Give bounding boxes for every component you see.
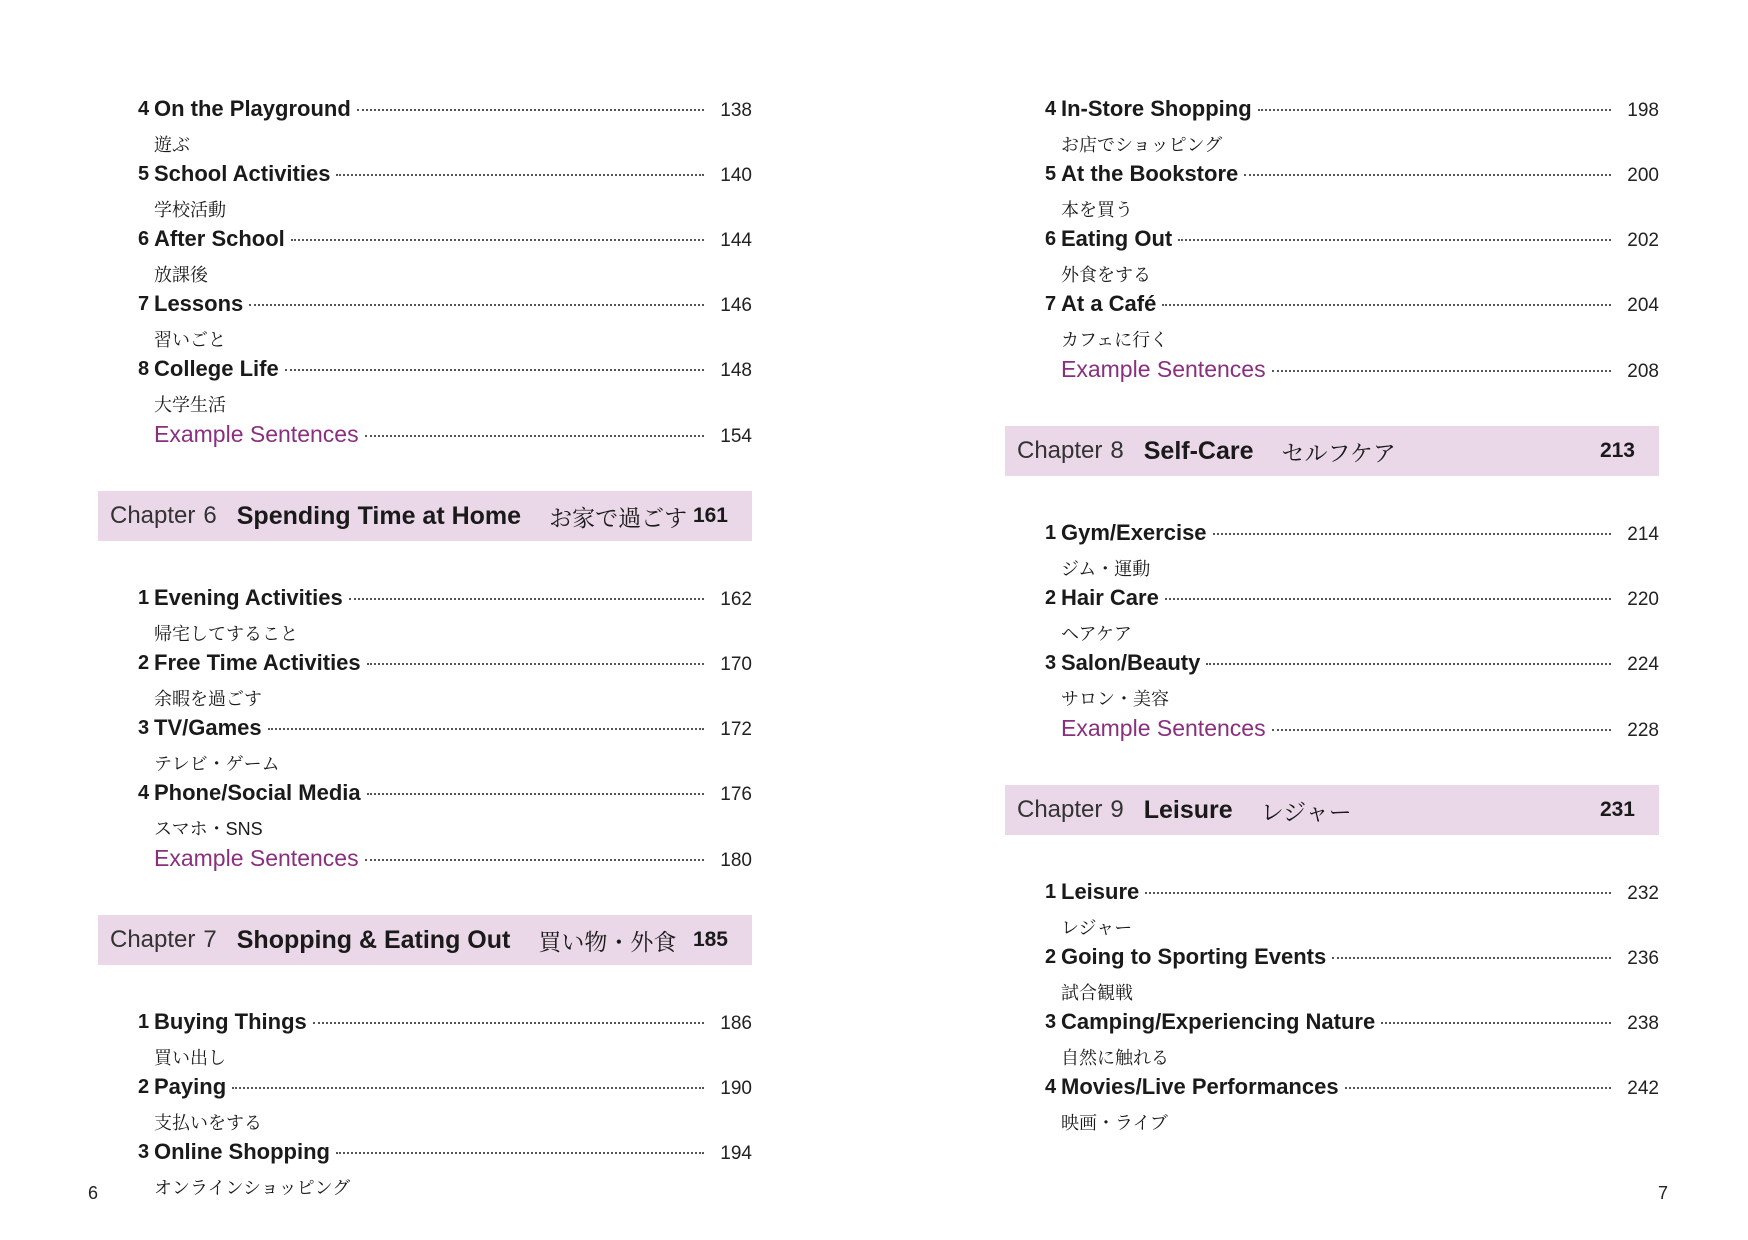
chapter-8-header[interactable]: [1005, 426, 1659, 476]
entry-title: Camping/Experiencing Nature: [1061, 1009, 1376, 1034]
entry-number: 1: [1045, 522, 1057, 544]
entry-page: 232: [1627, 883, 1659, 904]
entry-japanese: オンラインショッピング: [154, 1178, 351, 1198]
entry-number: 5: [1045, 163, 1057, 185]
entry-title: At a Café: [1061, 291, 1157, 316]
entry-page: 176: [720, 784, 752, 805]
entry-number: 6: [1045, 228, 1057, 250]
entry-title: Salon/Beauty: [1061, 650, 1201, 675]
leader-dots: [249, 304, 704, 306]
chapter-page: 161: [692, 504, 728, 527]
entry-page: 180: [720, 850, 752, 871]
entry-title: Paying: [154, 1074, 227, 1099]
entry-japanese: 映画・ライブ: [1061, 1113, 1168, 1133]
leader-dots: [1381, 1022, 1611, 1024]
entry-title: In-Store Shopping: [1061, 96, 1252, 121]
chapter-label: Chapter: [1017, 437, 1103, 464]
entry-title: On the Playground: [154, 96, 351, 121]
toc-entry[interactable]: [98, 291, 752, 356]
entry-japanese: スマホ・SNS: [154, 819, 263, 839]
leader-dots: [1165, 598, 1611, 600]
toc-entry[interactable]: [1005, 585, 1659, 650]
entry-title: Leisure: [1061, 879, 1140, 904]
toc-entry[interactable]: [98, 1009, 752, 1074]
toc-entry[interactable]: [98, 1139, 752, 1204]
toc-entry[interactable]: [1005, 650, 1659, 715]
toc-entry[interactable]: [98, 585, 752, 650]
leader-dots: [1162, 304, 1611, 306]
entry-title: Free Time Activities: [154, 650, 361, 675]
chapter-number: 6: [203, 502, 217, 529]
leader-dots: [336, 174, 704, 176]
chapter-japanese: セルフケア: [1281, 439, 1396, 466]
toc-entry[interactable]: [1005, 1009, 1659, 1074]
entry-number: 2: [138, 1076, 150, 1098]
entry-number: 3: [138, 1141, 150, 1163]
example-title: Example Sentences: [154, 845, 359, 871]
entry-page: 162: [720, 589, 752, 610]
entry-page: 170: [720, 654, 752, 675]
entry-japanese: テレビ・ゲーム: [154, 754, 280, 774]
entry-number: 2: [138, 652, 150, 674]
leader-dots: [367, 793, 704, 795]
leader-dots: [313, 1022, 704, 1024]
chapter-9-header[interactable]: [1005, 785, 1659, 835]
example-title: Example Sentences: [1061, 715, 1266, 741]
toc-entry[interactable]: [98, 161, 752, 226]
entry-number: 7: [138, 293, 150, 315]
entry-number: 6: [138, 228, 150, 250]
toc-entry[interactable]: [1005, 291, 1659, 356]
entry-number: 4: [1045, 98, 1057, 120]
leader-dots: [1244, 174, 1611, 176]
leader-dots: [1178, 239, 1611, 241]
entry-page: 202: [1627, 230, 1659, 251]
leader-dots: [1272, 729, 1611, 731]
chapter-page: 213: [1599, 439, 1635, 462]
entry-number: 2: [1045, 946, 1057, 968]
toc-entry[interactable]: [1005, 879, 1659, 944]
leader-dots: [1213, 533, 1611, 535]
leader-dots: [367, 663, 704, 665]
entry-number: 3: [138, 717, 150, 739]
entry-japanese: ジム・運動: [1061, 559, 1151, 579]
leader-dots: [357, 109, 704, 111]
leader-dots: [365, 435, 704, 437]
example-sentences-entry[interactable]: [1005, 715, 1659, 767]
toc-entry[interactable]: [98, 96, 752, 161]
entry-title: College Life: [154, 356, 279, 381]
toc-entry[interactable]: [98, 356, 752, 421]
entry-title: Phone/Social Media: [154, 780, 361, 805]
toc-entry[interactable]: [98, 1074, 752, 1139]
entry-number: 1: [138, 1011, 150, 1033]
leader-dots: [336, 1152, 704, 1154]
entry-japanese: 帰宅してすること: [154, 624, 298, 644]
chapter-label: Chapter: [110, 502, 196, 529]
entry-page: 208: [1627, 361, 1659, 382]
entry-japanese: レジャー: [1061, 918, 1133, 938]
example-title: Example Sentences: [154, 421, 359, 447]
toc-entry[interactable]: [1005, 1074, 1659, 1139]
page-number: 7: [1657, 1183, 1668, 1203]
entry-japanese: ヘアケア: [1061, 624, 1132, 644]
entry-japanese: 学校活動: [154, 200, 226, 220]
entry-title: School Activities: [154, 161, 331, 186]
entry-number: 2: [1045, 587, 1057, 609]
chapter-title: Spending Time at Home: [236, 501, 522, 530]
chapter-title: Self-Care: [1143, 436, 1254, 465]
entry-title: Eating Out: [1061, 226, 1173, 251]
chapter-japanese: 買い物・外食: [538, 928, 677, 955]
toc-entry[interactable]: [98, 715, 752, 780]
leader-dots: [268, 728, 704, 730]
entry-title: Online Shopping: [154, 1139, 330, 1164]
chapter-japanese: お家で過ごす: [549, 504, 688, 531]
toc-entry[interactable]: [1005, 96, 1659, 161]
entry-title: Gym/Exercise: [1061, 520, 1207, 545]
entry-japanese: 自然に触れる: [1061, 1048, 1169, 1068]
entry-page: 154: [720, 426, 752, 447]
leader-dots: [291, 239, 704, 241]
entry-number: 1: [1045, 881, 1057, 903]
entry-japanese: 大学生活: [154, 395, 226, 415]
chapter-label: Chapter: [110, 926, 196, 953]
chapter-6-header[interactable]: [98, 491, 752, 541]
chapter-7-header[interactable]: [98, 915, 752, 965]
entry-japanese: 試合観戦: [1061, 983, 1133, 1003]
entry-page: 228: [1627, 720, 1659, 741]
entry-number: 4: [138, 98, 150, 120]
entry-number: 8: [138, 358, 150, 380]
entry-japanese: 習いごと: [154, 330, 226, 350]
toc-entry[interactable]: [98, 226, 752, 291]
entry-page: 236: [1627, 948, 1659, 969]
entry-page: 172: [720, 719, 752, 740]
entry-japanese: 余暇を過ごす: [154, 689, 262, 709]
leader-dots: [1206, 663, 1611, 665]
chapter-page: 231: [1599, 798, 1635, 821]
entry-page: 148: [720, 360, 752, 381]
entry-number: 1: [138, 587, 150, 609]
right-page: [874, 0, 1748, 1240]
leader-dots: [365, 859, 704, 861]
entry-japanese: サロン・美容: [1061, 689, 1169, 709]
chapter-page: 185: [692, 928, 728, 951]
entry-page: 214: [1627, 524, 1659, 545]
chapter-title: Leisure: [1143, 795, 1233, 824]
chapter-label: Chapter: [1017, 796, 1103, 823]
entry-number: 3: [1045, 652, 1057, 674]
entry-page: 220: [1627, 589, 1659, 610]
entry-title: Buying Things: [154, 1009, 307, 1034]
leader-dots: [1145, 892, 1611, 894]
entry-japanese: 支払いをする: [154, 1113, 262, 1133]
leader-dots: [1272, 370, 1611, 372]
entry-japanese: カフェに行く: [1061, 330, 1169, 350]
entry-number: 4: [1045, 1076, 1057, 1098]
entry-title: TV/Games: [154, 715, 262, 740]
entry-title: Hair Care: [1061, 585, 1159, 610]
entry-number: 4: [138, 782, 150, 804]
chapter-number: 7: [203, 926, 217, 953]
entry-page: 194: [720, 1143, 752, 1164]
entry-page: 198: [1627, 100, 1659, 121]
leader-dots: [1258, 109, 1611, 111]
toc-entry[interactable]: [1005, 226, 1659, 291]
chapter-number: 9: [1110, 796, 1124, 823]
toc-entry[interactable]: [1005, 161, 1659, 226]
entry-title: Going to Sporting Events: [1061, 944, 1327, 969]
example-sentences-entry[interactable]: [98, 845, 752, 897]
entry-page: 186: [720, 1013, 752, 1034]
entry-page: 242: [1627, 1078, 1659, 1099]
leader-dots: [232, 1087, 704, 1089]
entry-title: After School: [154, 226, 285, 251]
entry-page: 238: [1627, 1013, 1659, 1034]
entry-page: 190: [720, 1078, 752, 1099]
entry-japanese: 外食をする: [1061, 265, 1151, 285]
leader-dots: [349, 598, 704, 600]
toc-left: [98, 96, 752, 1204]
entry-page: 144: [720, 230, 752, 251]
page-number: 6: [88, 1183, 99, 1203]
example-title: Example Sentences: [1061, 356, 1266, 382]
chapter-japanese: レジャー: [1260, 798, 1352, 825]
entry-title: At the Bookstore: [1061, 161, 1239, 186]
entry-japanese: 遊ぶ: [154, 135, 190, 155]
entry-page: 140: [720, 165, 752, 186]
chapter-title: Shopping & Eating Out: [236, 925, 511, 954]
example-sentences-entry[interactable]: [1005, 356, 1659, 408]
entry-page: 224: [1627, 654, 1659, 675]
entry-page: 146: [720, 295, 752, 316]
example-sentences-entry[interactable]: [98, 421, 752, 473]
entry-number: 7: [1045, 293, 1057, 315]
leader-dots: [1345, 1087, 1611, 1089]
entry-japanese: 放課後: [154, 265, 208, 285]
entry-title: Lessons: [154, 291, 244, 316]
entry-japanese: お店でショッピング: [1061, 135, 1223, 155]
entry-japanese: 本を買う: [1061, 200, 1133, 220]
entry-number: 5: [138, 163, 150, 185]
entry-title: Movies/Live Performances: [1061, 1074, 1339, 1099]
entry-page: 200: [1627, 165, 1659, 186]
leader-dots: [1332, 957, 1611, 959]
entry-page: 138: [720, 100, 752, 121]
toc-entry[interactable]: [1005, 520, 1659, 585]
leader-dots: [285, 369, 704, 371]
entry-japanese: 買い出し: [154, 1048, 226, 1068]
entry-number: 3: [1045, 1011, 1057, 1033]
chapter-number: 8: [1110, 437, 1124, 464]
entry-title: Evening Activities: [154, 585, 343, 610]
toc-right: [1005, 96, 1659, 1139]
toc-entry[interactable]: [1005, 944, 1659, 1009]
entry-page: 204: [1627, 295, 1659, 316]
toc-entry[interactable]: [98, 780, 752, 845]
toc-entry[interactable]: [98, 650, 752, 715]
